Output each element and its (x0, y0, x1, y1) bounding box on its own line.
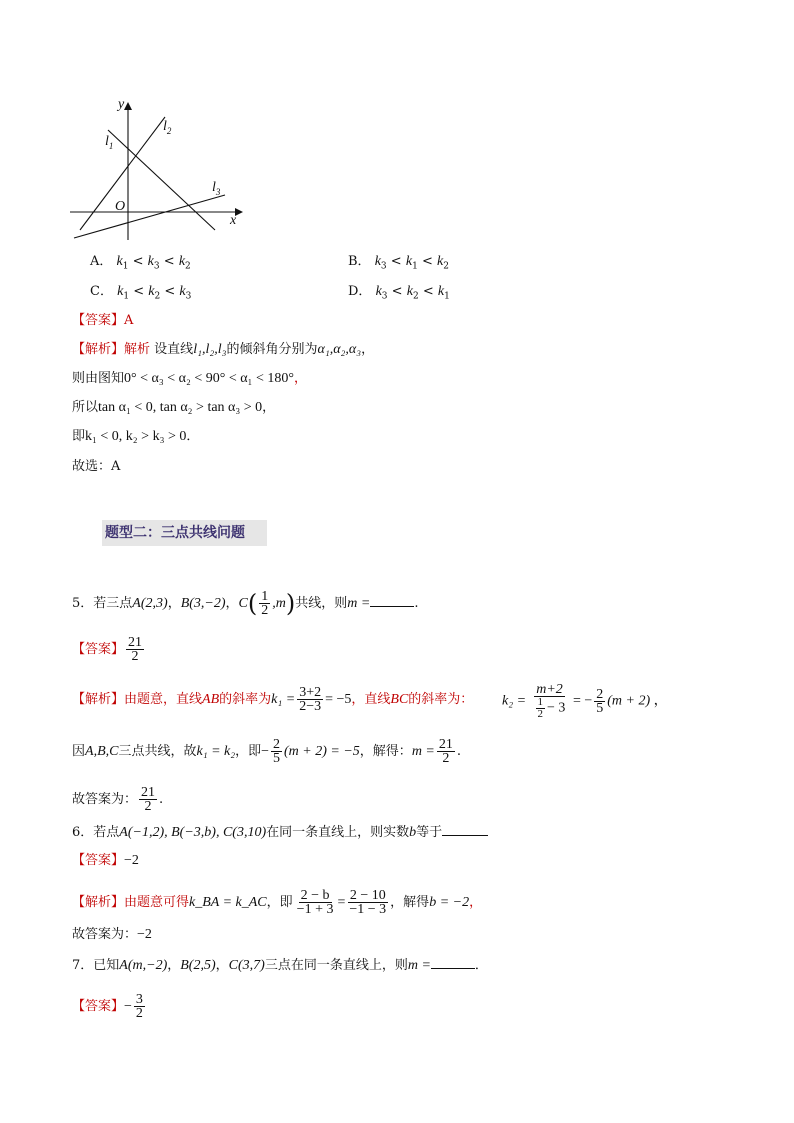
q4-analysis-line1: 【解析】解析 设直线l₁,l₂,l₃的倾斜角分别为α₁,α₂,α₃， (72, 342, 375, 357)
q5-slope-bc: k₂ = m+2 $\frac{1}{2}$ − 3 = − $\frac{2}{5}$ (m + 2) ， (502, 682, 668, 720)
q7-answer: 【答案】− $\frac{3}{2}$ (72, 992, 143, 1021)
y-axis-label: y (118, 97, 125, 112)
origin-label: O (115, 199, 126, 214)
q6-conclusion: 故答案为：−2 (72, 927, 152, 942)
q7-stem: 7．已知A(m,−2)，B(2,5)，C(3,7)三点在同一条直线上，则m = ． (72, 958, 488, 973)
q5-analysis-line1: 【解析】由题意，直线AB的斜率为k₁ = $\frac{3+2}{2-3}$ = −5，直线BC的斜率为： (72, 685, 474, 714)
q4-conclusion: 故选：A (72, 459, 121, 474)
q4-analysis-line3: 所以tan α₁ < 0, tan α₂ > tan α₃ > 0， (72, 400, 276, 415)
x-axis-label: x (230, 213, 237, 228)
q5-conclusion: 故答案为： $\frac{21}{2}$ . (72, 785, 164, 814)
option-d: D． $k_3 < k_2 < k_1$ (348, 284, 450, 302)
section-heading: 题型二：三点共线问题 (102, 520, 267, 546)
q5-stem: 5．若三点A(2,3)，B(3,−2)，C( $\frac{1}{2}$ ,m)共线，则m = . (72, 589, 419, 618)
line-l3 (74, 195, 225, 238)
q5-analysis-line2: 因A,B,C三点共线，故k₁ = k₂，即− $\frac{2}{5}$ (m + 2) = −5，解得：m = $\frac{21}{2}$ . (72, 737, 462, 766)
option-a: A． $k_1 < k_3 < k_2$ (90, 254, 191, 272)
y-axis-arrow-icon (124, 102, 132, 110)
l1-label: $l_1$ (105, 134, 114, 151)
q6-analysis: 【解析】由题意可得k_BA = k_AC，即 $\frac{2 - b}{-1 + 3}$ = $\frac{2 - 10}{-1 - 3}$ ，解得b = −2， (72, 888, 483, 917)
q4-answer: 【答案】A (72, 313, 134, 328)
q6-answer: 【答案】−2 (72, 853, 139, 868)
option-b: B． $k_3 < k_1 < k_2$ (348, 254, 449, 272)
q4-analysis-line2: 则由图知0° < α₃ < α₂ < 90° < α₁ < 180°， (72, 371, 307, 386)
q5-answer: 【答案】 $\frac{21}{2}$ (72, 635, 143, 664)
l2-label: $l_2$ (163, 119, 172, 136)
option-c: C． $k_1 < k_2 < k_3$ (90, 284, 192, 302)
q4-analysis-line4: 即k₁ < 0, k₂ > k₃ > 0． (72, 429, 200, 444)
l3-label: $l_3$ (212, 180, 221, 197)
lines-figure (60, 90, 250, 250)
q6-stem: 6．若点A(−1,2), B(−3,b), C(3,10)在同一条直线上，则实数b等于 (72, 823, 488, 842)
